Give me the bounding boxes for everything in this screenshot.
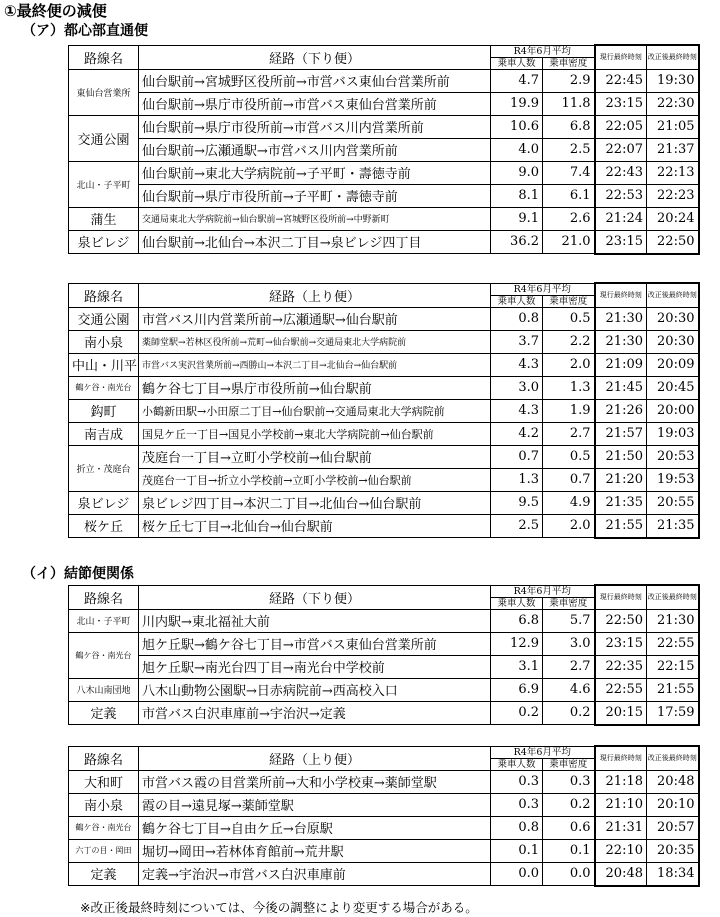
line-name-cell: 交通公園: [69, 307, 139, 330]
line-name-cell: 南小泉: [69, 330, 139, 353]
current-time-cell: 22:10: [595, 839, 647, 862]
route-cell: 仙台駅前→県庁市役所前→子平町・壽徳寺前: [139, 184, 491, 207]
density-cell: 2.6: [543, 207, 595, 230]
table-row: [69, 655, 699, 678]
current-time-cell: 22:05: [595, 115, 647, 138]
current-time-cell: 21:09: [595, 353, 647, 376]
route-cell: 仙台駅前→北仙台→本沢二丁目→泉ビレジ四丁目: [139, 230, 491, 254]
col-route: 経路（下り便）: [139, 45, 491, 69]
density-cell: 0.5: [543, 307, 595, 330]
revised-time-cell: 20:48: [647, 770, 699, 793]
riders-cell: 3.7: [491, 330, 543, 353]
density-cell: 2.0: [543, 514, 595, 538]
revised-time-cell: 21:55: [647, 678, 699, 701]
line-name-cell: 八木山南団地: [69, 678, 139, 701]
route-cell: 仙台駅前→広瀬通駅→市営バス川内営業所前: [139, 138, 491, 161]
revised-time-cell: 17:59: [647, 701, 699, 725]
density-cell: 4.9: [543, 491, 595, 514]
riders-cell: 4.3: [491, 399, 543, 422]
current-time-cell: 21:50: [595, 445, 647, 468]
current-time-cell: 21:30: [595, 330, 647, 353]
density-cell: 2.5: [543, 138, 595, 161]
riders-cell: 8.1: [491, 184, 543, 207]
riders-cell: 6.8: [491, 609, 543, 632]
table-b-down: [68, 584, 700, 726]
density-cell: 4.6: [543, 678, 595, 701]
route-cell: 仙台駅前→東北大学病院前→子平町・壽徳寺前: [139, 161, 491, 184]
section-b-heading: （イ）結節便関係: [22, 566, 134, 582]
col-riders: 乗車人数: [491, 295, 543, 307]
current-time-cell: 22:07: [595, 138, 647, 161]
current-time-cell: 23:15: [595, 230, 647, 254]
route-cell: 定義→宇治沢→市営バス白沢車庫前: [139, 862, 491, 886]
table-row: [69, 422, 699, 445]
col-revised: 改正後最終時刻: [647, 746, 699, 770]
route-cell: 市営バス実沢営業所前→西勝山→本沢二丁目→北仙台→仙台駅前: [139, 353, 491, 376]
riders-cell: 9.1: [491, 207, 543, 230]
col-route: 経路（上り便）: [139, 283, 491, 307]
riders-cell: 1.3: [491, 468, 543, 491]
line-name-cell: 中山・川平: [69, 353, 139, 376]
route-cell: 国見ケ丘一丁目→国見小学校前→東北大学病院前→仙台駅前: [139, 422, 491, 445]
col-avg: R4年6月平均: [491, 283, 595, 295]
col-riders: 乗車人数: [491, 597, 543, 609]
current-time-cell: 22:50: [595, 609, 647, 632]
route-cell: 市営バス霞の目営業所前→大和小学校東→薬師堂駅: [139, 770, 491, 793]
col-line: 路線名: [69, 585, 139, 609]
current-time-cell: 22:35: [595, 655, 647, 678]
density-cell: 2.7: [543, 655, 595, 678]
table-row: [69, 491, 699, 514]
density-cell: 0.7: [543, 468, 595, 491]
current-time-cell: 21:45: [595, 376, 647, 399]
riders-cell: 3.0: [491, 376, 543, 399]
route-cell: 薬師堂駅→若林区役所前→荒町→仙台駅前→交通局東北大学病院前: [139, 330, 491, 353]
table-row: [69, 514, 699, 538]
line-name-cell: 鶴ケ谷・南光台: [69, 376, 139, 399]
revised-time-cell: 22:50: [647, 230, 699, 254]
line-name-cell: 定義: [69, 862, 139, 886]
current-time-cell: 21:30: [595, 307, 647, 330]
table-row: [69, 862, 699, 886]
revised-time-cell: 20:53: [647, 445, 699, 468]
density-cell: 0.2: [543, 793, 595, 816]
col-revised: 改正後最終時刻: [647, 585, 699, 609]
line-name-cell: 鶴ケ谷・南光台: [69, 632, 139, 678]
line-name-cell: 桜ケ丘: [69, 514, 139, 538]
riders-cell: 0.1: [491, 839, 543, 862]
density-cell: 0.2: [543, 701, 595, 725]
line-name-cell: 定義: [69, 701, 139, 725]
density-cell: 2.2: [543, 330, 595, 353]
route-cell: 堀切→岡田→若林体育館前→荒井駅: [139, 839, 491, 862]
table-row: [69, 184, 699, 207]
riders-cell: 4.3: [491, 353, 543, 376]
table-row: [69, 701, 699, 725]
table-row: [69, 793, 699, 816]
table-row: [69, 230, 699, 254]
current-time-cell: 21:10: [595, 793, 647, 816]
col-current: 現行最終時刻: [595, 45, 647, 69]
riders-cell: 9.0: [491, 161, 543, 184]
table-row: [69, 376, 699, 399]
table-row: [69, 92, 699, 115]
route-cell: 八木山動物公園駅→日赤病院前→西高校入口: [139, 678, 491, 701]
col-revised: 改正後最終時刻: [647, 283, 699, 307]
riders-cell: 12.9: [491, 632, 543, 655]
line-name-cell: 六丁の目・岡田: [69, 839, 139, 862]
line-name-cell: 交通公園: [69, 115, 139, 161]
col-current: 現行最終時刻: [595, 283, 647, 307]
current-time-cell: 20:15: [595, 701, 647, 725]
riders-cell: 6.9: [491, 678, 543, 701]
current-time-cell: 21:18: [595, 770, 647, 793]
route-cell: 茂庭台一丁目→折立小学校前→立町小学校前→仙台駅前: [139, 468, 491, 491]
riders-cell: 2.5: [491, 514, 543, 538]
route-cell: 泉ビレジ四丁目→本沢二丁目→北仙台→仙台駅前: [139, 491, 491, 514]
table-row: [69, 816, 699, 839]
density-cell: 3.0: [543, 632, 595, 655]
riders-cell: 4.7: [491, 69, 543, 92]
revised-time-cell: 22:55: [647, 632, 699, 655]
table-row: [69, 115, 699, 138]
density-cell: 6.8: [543, 115, 595, 138]
route-cell: 桜ケ丘七丁目→北仙台→仙台駅前: [139, 514, 491, 538]
route-cell: 鶴ケ谷七丁目→自由ケ丘→台原駅: [139, 816, 491, 839]
table-row: [69, 609, 699, 632]
current-time-cell: 21:26: [595, 399, 647, 422]
revised-time-cell: 21:30: [647, 609, 699, 632]
line-name-cell: 南吉成: [69, 422, 139, 445]
revised-time-cell: 22:13: [647, 161, 699, 184]
riders-cell: 36.2: [491, 230, 543, 254]
riders-cell: 0.0: [491, 862, 543, 886]
riders-cell: 0.3: [491, 770, 543, 793]
table-row: [69, 353, 699, 376]
line-name-cell: 鈎町: [69, 399, 139, 422]
route-cell: 交通局東北大学病院前→仙台駅前→宮城野区役所前→中野新町: [139, 207, 491, 230]
line-name-cell: 大和町: [69, 770, 139, 793]
table-row: [69, 399, 699, 422]
current-time-cell: 22:45: [595, 69, 647, 92]
current-time-cell: 23:15: [595, 632, 647, 655]
current-time-cell: 21:35: [595, 491, 647, 514]
table-row: [69, 445, 699, 468]
table-row: [69, 839, 699, 862]
table-row: [69, 770, 699, 793]
density-cell: 6.1: [543, 184, 595, 207]
route-cell: 茂庭台一丁目→立町小学校前→仙台駅前: [139, 445, 491, 468]
riders-cell: 10.6: [491, 115, 543, 138]
revised-time-cell: 20:10: [647, 793, 699, 816]
col-density: 乗車密度: [543, 295, 595, 307]
current-time-cell: 22:53: [595, 184, 647, 207]
revised-time-cell: 22:23: [647, 184, 699, 207]
route-cell: 旭ケ丘駅→南光台四丁目→南光台中学校前: [139, 655, 491, 678]
density-cell: 1.3: [543, 376, 595, 399]
col-density: 乗車密度: [543, 758, 595, 770]
footnote: ※改正後最終時刻については、今後の調整により変更する場合がある。: [80, 900, 478, 915]
revised-time-cell: 20:30: [647, 307, 699, 330]
riders-cell: 0.3: [491, 793, 543, 816]
riders-cell: 0.7: [491, 445, 543, 468]
density-cell: 0.0: [543, 862, 595, 886]
density-cell: 11.8: [543, 92, 595, 115]
line-name-cell: 北山・子平町: [69, 609, 139, 632]
col-avg: R4年6月平均: [491, 45, 595, 57]
col-route: 経路（下り便）: [139, 585, 491, 609]
density-cell: 0.5: [543, 445, 595, 468]
route-cell: 小鶴新田駅→小田原二丁目→仙台駅前→交通局東北大学病院前: [139, 399, 491, 422]
revised-time-cell: 20:55: [647, 491, 699, 514]
current-time-cell: 20:48: [595, 862, 647, 886]
line-name-cell: 鶴ケ谷・南光台: [69, 816, 139, 839]
line-name-cell: 泉ビレジ: [69, 230, 139, 254]
revised-time-cell: 19:03: [647, 422, 699, 445]
table-a-down: [68, 44, 700, 255]
riders-cell: 4.2: [491, 422, 543, 445]
revised-time-cell: 22:15: [647, 655, 699, 678]
route-cell: 市営バス川内営業所前→広瀬通駅→仙台駅前: [139, 307, 491, 330]
section-a-heading: （ア）都心部直通便: [22, 23, 148, 39]
table-row: [69, 632, 699, 655]
line-name-cell: 東仙台営業所: [69, 69, 139, 115]
col-revised: 改正後最終時刻: [647, 45, 699, 69]
revised-time-cell: 21:05: [647, 115, 699, 138]
riders-cell: 0.8: [491, 307, 543, 330]
col-line: 路線名: [69, 45, 139, 69]
table-row: [69, 330, 699, 353]
table-row: [69, 468, 699, 491]
col-density: 乗車密度: [543, 57, 595, 69]
density-cell: 2.7: [543, 422, 595, 445]
density-cell: 21.0: [543, 230, 595, 254]
route-cell: 仙台駅前→県庁市役所前→市営バス川内営業所前: [139, 115, 491, 138]
route-cell: 仙台駅前→県庁市役所前→市営バス東仙台営業所前: [139, 92, 491, 115]
col-density: 乗車密度: [543, 597, 595, 609]
riders-cell: 19.9: [491, 92, 543, 115]
revised-time-cell: 21:37: [647, 138, 699, 161]
table-row: [69, 307, 699, 330]
density-cell: 0.3: [543, 770, 595, 793]
table-a-up: [68, 282, 700, 539]
riders-cell: 0.8: [491, 816, 543, 839]
revised-time-cell: 20:09: [647, 353, 699, 376]
table-row: [69, 69, 699, 92]
density-cell: 2.9: [543, 69, 595, 92]
revised-time-cell: 18:34: [647, 862, 699, 886]
revised-time-cell: 20:35: [647, 839, 699, 862]
riders-cell: 0.2: [491, 701, 543, 725]
table-row: [69, 207, 699, 230]
density-cell: 1.9: [543, 399, 595, 422]
route-cell: 市営バス白沢車庫前→宇治沢→定義: [139, 701, 491, 725]
col-avg: R4年6月平均: [491, 746, 595, 758]
current-time-cell: 23:15: [595, 92, 647, 115]
revised-time-cell: 20:57: [647, 816, 699, 839]
line-name-cell: 蒲生: [69, 207, 139, 230]
line-name-cell: 泉ビレジ: [69, 491, 139, 514]
current-time-cell: 22:43: [595, 161, 647, 184]
route-cell: 霞の目→遠見塚→薬師堂駅: [139, 793, 491, 816]
col-riders: 乗車人数: [491, 758, 543, 770]
route-cell: 仙台駅前→宮城野区役所前→市営バス東仙台営業所前: [139, 69, 491, 92]
col-current: 現行最終時刻: [595, 585, 647, 609]
route-cell: 川内駅→東北福祉大前: [139, 609, 491, 632]
col-current: 現行最終時刻: [595, 746, 647, 770]
col-route: 経路（上り便）: [139, 746, 491, 770]
revised-time-cell: 19:30: [647, 69, 699, 92]
col-avg: R4年6月平均: [491, 585, 595, 597]
current-time-cell: 22:55: [595, 678, 647, 701]
revised-time-cell: 20:30: [647, 330, 699, 353]
table-row: [69, 678, 699, 701]
revised-time-cell: 22:30: [647, 92, 699, 115]
density-cell: 5.7: [543, 609, 595, 632]
riders-cell: 3.1: [491, 655, 543, 678]
current-time-cell: 21:31: [595, 816, 647, 839]
table-row: [69, 161, 699, 184]
revised-time-cell: 20:00: [647, 399, 699, 422]
table-b-up: [68, 745, 700, 887]
col-riders: 乗車人数: [491, 57, 543, 69]
riders-cell: 9.5: [491, 491, 543, 514]
current-time-cell: 21:55: [595, 514, 647, 538]
revised-time-cell: 20:45: [647, 376, 699, 399]
table-row: [69, 138, 699, 161]
line-name-cell: 南小泉: [69, 793, 139, 816]
col-line: 路線名: [69, 746, 139, 770]
page-title: ①最終便の減便: [4, 2, 107, 20]
current-time-cell: 21:24: [595, 207, 647, 230]
current-time-cell: 21:20: [595, 468, 647, 491]
current-time-cell: 21:57: [595, 422, 647, 445]
line-name-cell: 折立・茂庭台: [69, 445, 139, 491]
density-cell: 0.6: [543, 816, 595, 839]
revised-time-cell: 21:35: [647, 514, 699, 538]
density-cell: 2.0: [543, 353, 595, 376]
density-cell: 0.1: [543, 839, 595, 862]
revised-time-cell: 19:53: [647, 468, 699, 491]
density-cell: 7.4: [543, 161, 595, 184]
line-name-cell: 北山・子平町: [69, 161, 139, 207]
route-cell: 旭ケ丘駅→鶴ケ谷七丁目→市営バス東仙台営業所前: [139, 632, 491, 655]
route-cell: 鶴ケ谷七丁目→県庁市役所前→仙台駅前: [139, 376, 491, 399]
riders-cell: 4.0: [491, 138, 543, 161]
col-line: 路線名: [69, 283, 139, 307]
revised-time-cell: 20:24: [647, 207, 699, 230]
